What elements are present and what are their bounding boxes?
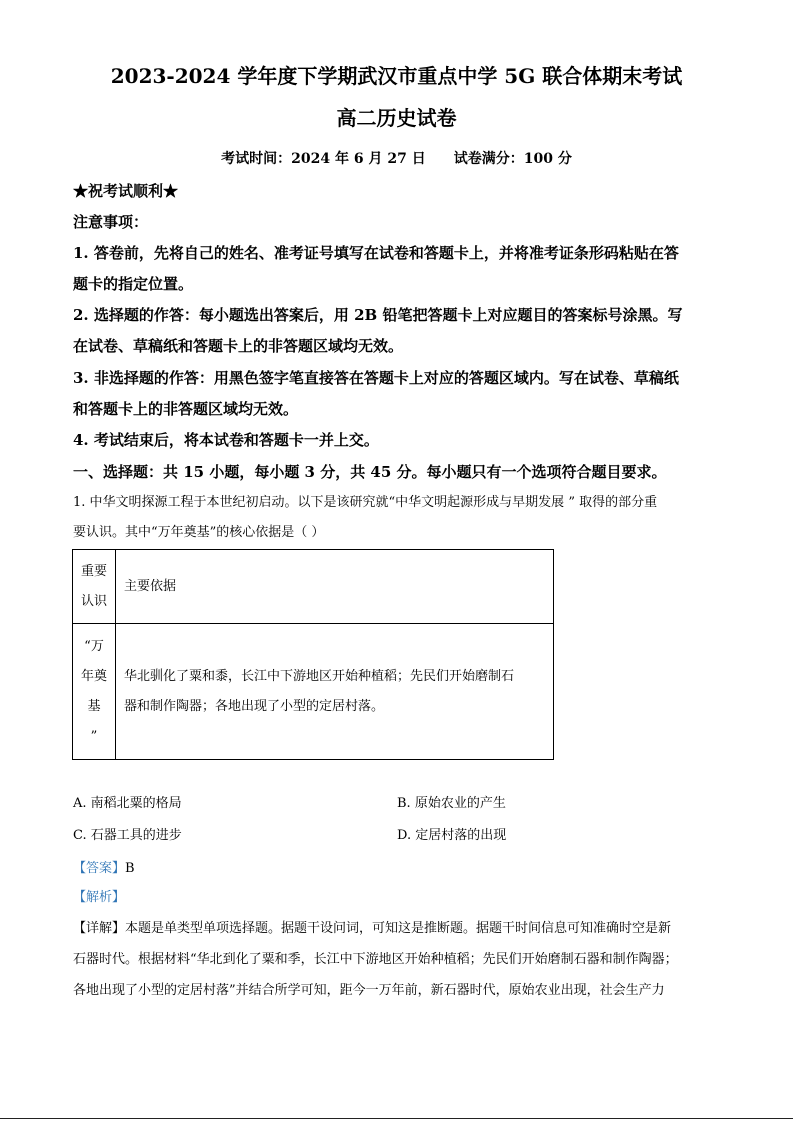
detail-line: 【详解】本题是单类型单项选择题。据题干设问词，可知这是推断题。据题干时间信息可知准确时空是新 xyxy=(73,921,672,936)
table-header-right: 主要依据 xyxy=(116,550,554,624)
analysis-line xyxy=(73,888,125,908)
full-score: 试卷满分：100 分 xyxy=(453,151,572,167)
notice-item: 题卡的指定位置。 xyxy=(73,275,194,293)
detail-tag: 【详解】 xyxy=(73,921,126,936)
section-heading: 一、选择题：共 15 小题，每小题 3 分，共 45 分。每小题只有一个选项符合题目要求。 xyxy=(73,463,667,481)
answer-tag: 【答案】 xyxy=(73,861,126,876)
question-stem: 1. 中华文明探源工程于本世纪初启动。以下是该研究就“中华文明起源形成与早期发展 ” 取得的部分重 xyxy=(73,495,658,510)
option-b: B. 原始农业的产生 xyxy=(397,796,506,811)
answer-line xyxy=(73,859,135,879)
blessing: ★祝考试顺利★ xyxy=(73,182,179,200)
option-c: C. 石器工具的进步 xyxy=(73,828,182,843)
source-table xyxy=(72,549,554,760)
exam-title: 2023-2024 学年度下学期武汉市重点中学 5G 联合体期末考试 xyxy=(110,64,683,88)
page-bottom-rule xyxy=(0,1118,793,1119)
detail-line: 石器时代。根据材料“华北到化了粟和季，长江中下游地区开始种植稻；先民们开始磨制石器和制作陶器； xyxy=(73,952,678,967)
notice-item: 和答题卡上的非答题区域均无效。 xyxy=(73,400,299,418)
option-a: A. 南稻北粟的格局 xyxy=(73,796,182,811)
notice-item: 在试卷、草稿纸和答题卡上的非答题区域均无效。 xyxy=(73,337,404,355)
notice-item: 2. 选择题的作答：每小题选出答案后，用 2B 铅笔把答题卡上对应题目的答案标号涂黑。写 xyxy=(73,306,683,324)
table-header-left: 重要 认识 xyxy=(73,550,116,624)
option-d: D. 定居村落的出现 xyxy=(397,828,507,843)
table-row-label: “万 年奠 基 ” xyxy=(73,624,116,760)
analysis-tag: 【解析】 xyxy=(73,890,126,905)
exam-meta xyxy=(0,148,793,170)
detail-line: 各地出现了小型的定居村落”并结合所学可知，距今一万年前，新石器时代，原始农业出现，社会生产力 xyxy=(73,983,665,998)
exam-time: 考试时间：2024 年 6 月 27 日 xyxy=(221,151,426,167)
table-row-content: 华北驯化了粟和黍，长江中下游地区开始种植稻；先民们开始磨制石 器和制作陶器；各地出现了小型的定居村落。 xyxy=(116,624,554,760)
detail-paragraph xyxy=(73,913,721,1006)
notice-heading: 注意事项： xyxy=(73,213,149,231)
notice-item: 1. 答卷前，先将自己的姓名、准考证号填写在试卷和答题卡上，并将准考证条形码粘贴在答 xyxy=(73,244,679,262)
notice-item: 4. 考试结束后，将本试卷和答题卡一并上交。 xyxy=(73,431,379,449)
exam-subtitle: 高二历史试卷 xyxy=(336,106,457,130)
answer-value: B xyxy=(125,861,135,876)
question-stem: 要认识。其中“万年奠基”的核心依据是（ ） xyxy=(73,525,325,540)
notice-item: 3. 非选择题的作答：用黑色签字笔直接答在答题卡上对应的答题区域内。写在试卷、草稿纸 xyxy=(73,369,679,387)
